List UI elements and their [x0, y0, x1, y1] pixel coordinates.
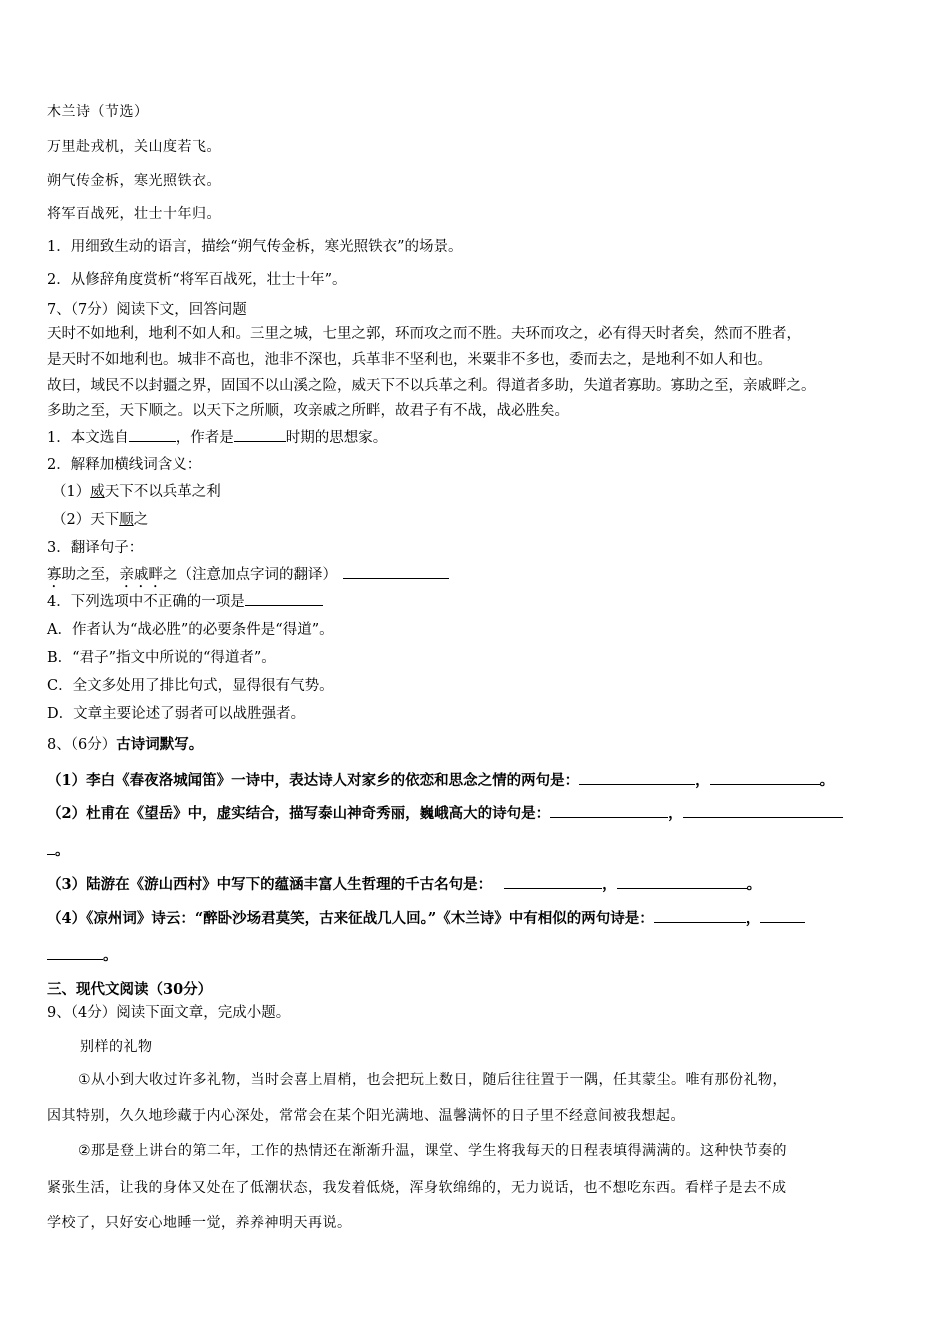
sentence-text: 助之至， — [61, 567, 120, 583]
answer-blank[interactable] — [760, 908, 805, 923]
dotted-word: 畔 — [148, 567, 163, 583]
q7-passage-line: 天时不如地利，地利不如人和。三里之城，七里之郭，环而攻之而不胜。夫环而攻之，必有得天时者矣，然而不胜者， — [47, 326, 801, 342]
poem-question: 1．用细致生动的语言，描绘“朔气传金柝，寒光照铁衣”的场景。 — [47, 239, 463, 255]
answer-blank[interactable] — [683, 803, 843, 818]
q7-sub4-text: 4．下列选项中不正确的一项是 — [47, 594, 245, 610]
answer-blank[interactable] — [710, 770, 820, 785]
q7-sub2-item-rest: 之 — [133, 512, 149, 528]
article-title: 别样的礼物 — [80, 1039, 153, 1055]
answer-blank[interactable] — [579, 770, 695, 785]
answer-blank[interactable] — [343, 564, 449, 579]
q7-sub2: 2．解释加横线词含义： — [47, 457, 202, 473]
poem-title: 木兰诗（节选） — [47, 104, 149, 120]
q8-item-1 — [47, 770, 834, 791]
punct: 。 — [55, 842, 70, 859]
article-line: ①从小到大收过许多礼物，当时会喜上眉梢，也会把玩上数日，随后往往置于一隅，任其蒙尘。唯有那份礼物， — [78, 1072, 788, 1088]
answer-blank[interactable] — [129, 427, 176, 442]
q7-sub2-item — [52, 482, 221, 502]
q8-item-4-cont — [47, 945, 118, 966]
article-line: 紧张生活，让我的身体又处在了低潮状态，我发着低烧，浑身软绵绵的，无力说话，也不想吃东西。看样子是去不成 — [47, 1180, 787, 1196]
answer-blank[interactable] — [550, 803, 668, 818]
option-c: C．全文多处用了排比句式，显得很有气势。 — [47, 678, 334, 694]
answer-blank[interactable] — [47, 945, 103, 960]
answer-blank[interactable] — [617, 874, 747, 889]
q7-sub2-item-prefix: （2）天下 — [52, 512, 120, 528]
dotted-word: 寡 — [47, 567, 62, 583]
poem-line: 将军百战死，壮士十年归。 — [47, 206, 221, 222]
sentence-text: 之（注意加点字词的翻译） — [163, 567, 337, 583]
q7-sub1-text-c: 时期的思想家。 — [285, 430, 388, 446]
answer-blank[interactable] — [245, 591, 323, 606]
q7-sub2-item — [52, 510, 148, 530]
q8-header — [47, 735, 203, 755]
dotted-word: 亲戚 — [119, 567, 149, 583]
q7-passage-line: 故曰，域民不以封疆之界，固国不以山溪之险，威天下不以兵革之利。得道者多助，失道者寡助。寡助之至，亲戚畔之。 — [47, 378, 816, 394]
answer-blank[interactable] — [234, 427, 286, 442]
punct: 。 — [746, 876, 762, 893]
q7-sub3-sentence — [47, 564, 449, 591]
q7-sub3: 3．翻译句子： — [47, 540, 144, 556]
q7-sub2-item-prefix: （1） — [52, 484, 91, 500]
q8-item-2-cont — [47, 840, 70, 861]
q7-sub4 — [47, 591, 323, 612]
option-a: A．作者认为“战必胜”的必要条件是“得道”。 — [47, 622, 334, 638]
punct: ， — [745, 910, 761, 927]
q7-sub2-item-rest: 天下不以兵革之利 — [104, 484, 221, 500]
q8-item-text: （4）《凉州词》诗云：“醉卧沙场君莫笑，古来征战几人回。”《木兰诗》中有相似的两句诗是： — [47, 910, 654, 927]
q7-header: 7、（7分）阅读下文，回答问题 — [47, 302, 247, 318]
q7-sub1-text-b: ，作者是 — [175, 430, 234, 446]
poem-line: 朔气传金柝，寒光照铁衣。 — [47, 173, 221, 189]
article-line: 学校了，只好安心地睡一觉，养养神明天再说。 — [47, 1215, 352, 1231]
answer-blank[interactable] — [654, 908, 746, 923]
q8-item-text: （3）陆游在《游山西村》中写下的蕴涵丰富人生哲理的千古名句是： — [47, 876, 493, 893]
answer-blank[interactable] — [504, 874, 602, 889]
q7-sub1-text-a: 1．本文选自 — [47, 430, 129, 446]
q8-item-4 — [47, 908, 805, 929]
q8-header-score: 8、（6分） — [47, 737, 117, 753]
q7-sub1 — [47, 427, 387, 448]
punct: 。 — [819, 772, 835, 789]
article-line: ②那是登上讲台的第二年，工作的热情还在渐渐升温，课堂、学生将我每天的日程表填得满满的。这种快节奏的 — [78, 1143, 788, 1159]
answer-blank[interactable] — [47, 840, 55, 855]
punct: 。 — [103, 947, 118, 964]
article-line: 因其特别，久久地珍藏于内心深处，常常会在某个阳光满地、温馨满怀的日子里不经意间被我想起。 — [47, 1108, 685, 1124]
punct: ， — [695, 772, 710, 789]
poem-question: 2．从修辞角度赏析“将军百战死，壮士十年”。 — [47, 272, 347, 288]
underlined-word: 顺 — [119, 512, 134, 528]
q8-item-text: （2）杜甫在《望岳》中，虚实结合，描写泰山神奇秀丽，巍峨高大的诗句是： — [47, 805, 551, 822]
punct: ， — [602, 876, 617, 893]
q7-passage-line: 多助之至，天下顺之。以天下之所顺，攻亲戚之所畔，故君子有不战，战必胜矣。 — [47, 403, 569, 419]
underlined-word: 威 — [90, 484, 105, 500]
section-title: 三、现代文阅读（30分） — [47, 981, 213, 998]
q8-item-2 — [47, 803, 843, 824]
q8-header-title: 古诗词默写。 — [116, 736, 204, 753]
option-b: B．“君子”指文中所说的“得道者”。 — [47, 650, 276, 666]
q8-item-3 — [47, 874, 761, 895]
q7-passage-line: 是天时不如地利也。城非不高也，池非不深也，兵革非不坚利也，米粟非不多也，委而去之，是地利不如人和也。 — [47, 352, 772, 368]
q9-header: 9、（4分）阅读下面文章，完成小题。 — [47, 1005, 291, 1021]
punct: ， — [668, 805, 683, 822]
q8-item-text: （1）李白《春夜洛城闻笛》一诗中，表达诗人对家乡的依恋和思念之情的两句是： — [47, 772, 580, 789]
poem-line: 万里赴戎机，关山度若飞。 — [47, 139, 221, 155]
option-d: D．文章主要论述了弱者可以战胜强者。 — [47, 706, 306, 722]
